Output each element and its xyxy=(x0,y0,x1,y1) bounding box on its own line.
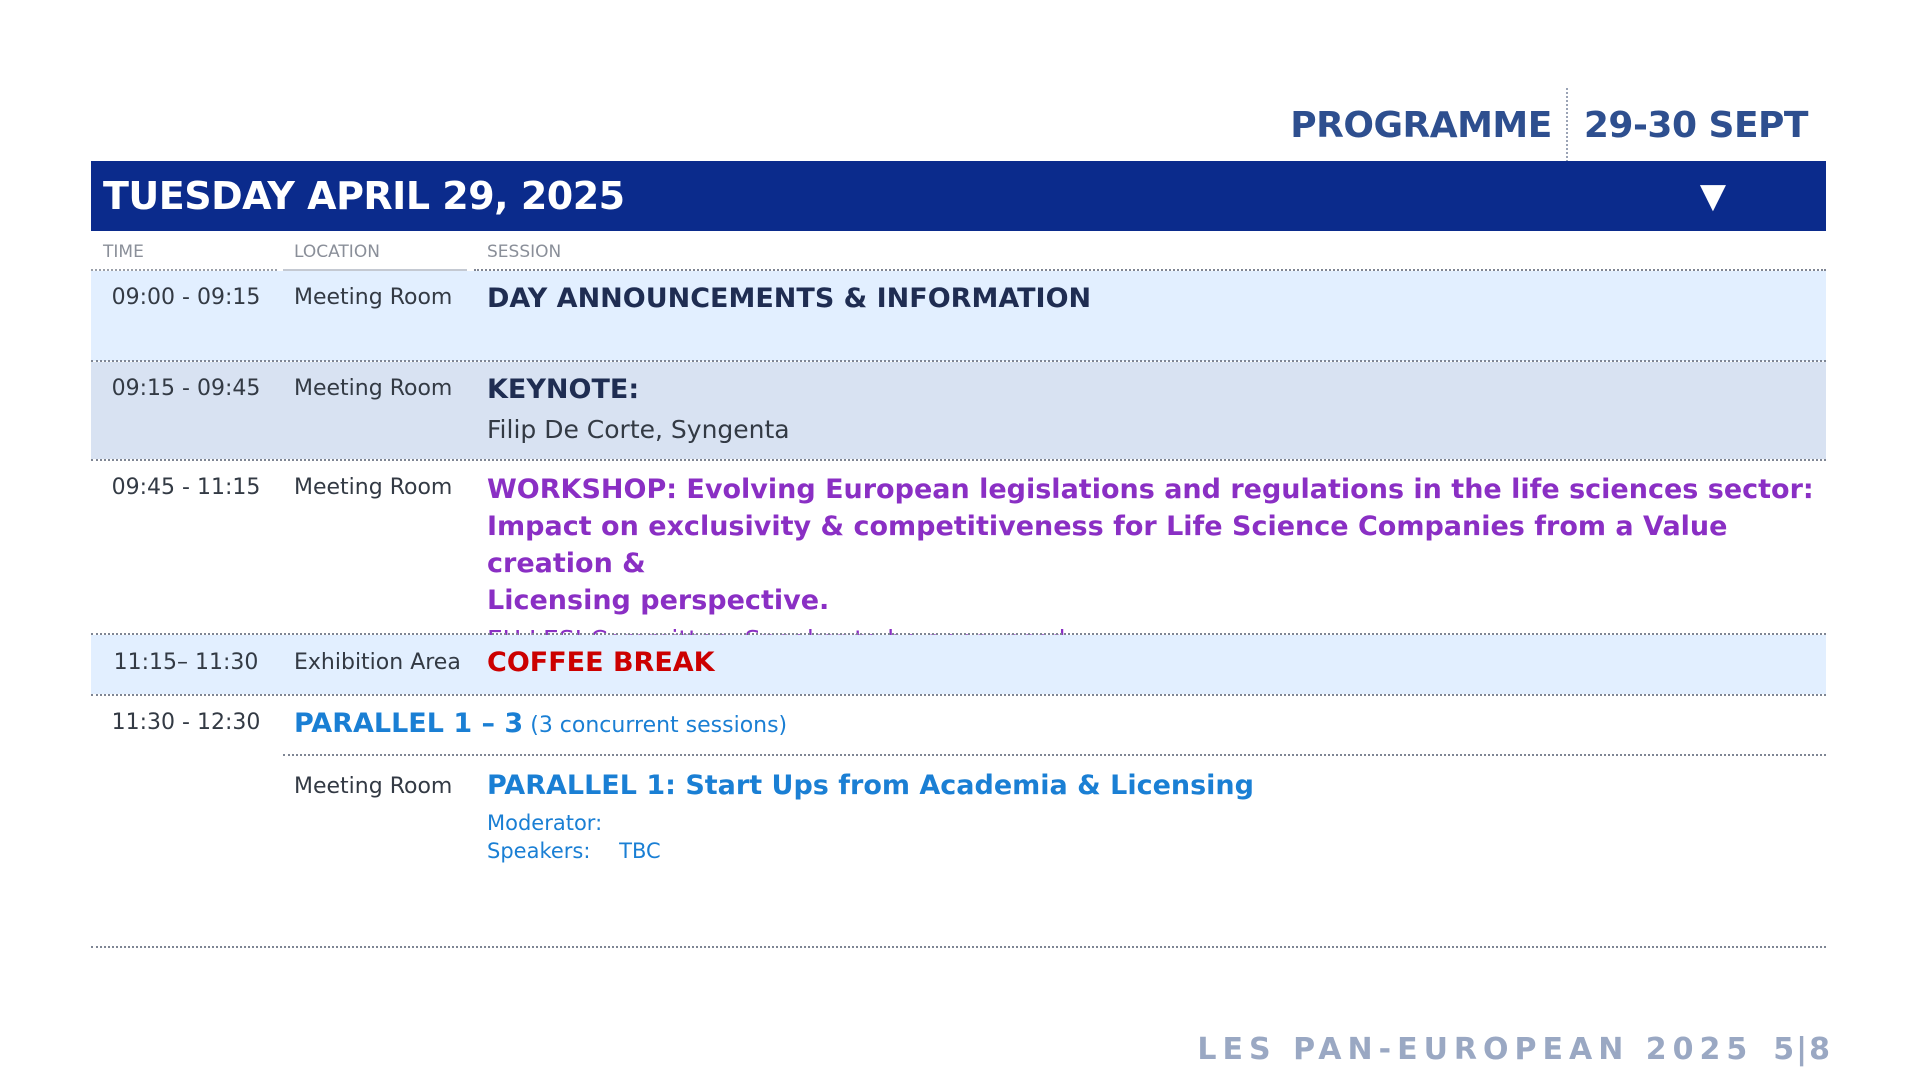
session-time: 11:15– 11:30 xyxy=(113,650,259,675)
speakers-line xyxy=(487,839,1814,863)
column-header-time: TIME xyxy=(103,242,144,262)
session-location: Meeting Room xyxy=(294,285,453,310)
session-location: Meeting Room xyxy=(294,774,453,799)
parallel-session-title: PARALLEL 1: Start Ups from Academia & Licensing xyxy=(487,770,1254,801)
coffee-break-title: COFFEE BREAK xyxy=(487,647,715,678)
session-location: Meeting Room xyxy=(294,475,453,500)
page-number: 5|8 xyxy=(1773,1032,1832,1067)
header-divider xyxy=(1566,88,1568,162)
programme-title: PROGRAMME xyxy=(1290,104,1552,146)
session-row xyxy=(91,461,1826,633)
session-location: Exhibition Area xyxy=(294,650,461,675)
divider xyxy=(91,946,1826,948)
column-header-location: LOCATION xyxy=(294,242,380,262)
footer xyxy=(1197,1032,1832,1067)
day-header-band[interactable] xyxy=(91,161,1826,231)
workshop-title-line: WORKSHOP: Evolving European legislations and regulations in the life sciences sector: xyxy=(487,474,1814,505)
day-title: TUESDAY APRIL 29, 2025 xyxy=(103,174,625,218)
session-location: Meeting Room xyxy=(294,376,453,401)
session-row xyxy=(91,635,1826,694)
footer-event: LES PAN-EUROPEAN 2025 xyxy=(1197,1032,1754,1067)
column-header-session: SESSION xyxy=(487,242,562,262)
programme-dates: 29-30 SEPT xyxy=(1583,104,1808,146)
session-title: DAY ANNOUNCEMENTS & INFORMATION xyxy=(487,283,1092,314)
session-time: 09:45 - 11:15 xyxy=(111,475,261,500)
column-headers xyxy=(91,238,1826,270)
session-row xyxy=(91,271,1826,361)
parallel-session-row xyxy=(91,756,1826,946)
speakers-label: Speakers: xyxy=(487,839,591,863)
session-time: 11:30 - 12:30 xyxy=(111,710,261,735)
moderator-label: Moderator: xyxy=(487,811,603,835)
session-speaker: Filip De Corte, Syngenta xyxy=(487,415,790,444)
parallel-row xyxy=(91,696,1826,752)
workshop-title-line: Impact on exclusivity & competitiveness for Life Science Companies from a Value creation & xyxy=(487,511,1728,579)
session-title: KEYNOTE: xyxy=(487,374,640,405)
session-time: 09:15 - 09:45 xyxy=(111,376,261,401)
speakers-value: TBC xyxy=(619,839,661,863)
session-time: 09:00 - 09:15 xyxy=(111,285,261,310)
parallel-note: (3 concurrent sessions) xyxy=(530,713,788,738)
session-row xyxy=(91,362,1826,459)
parallel-title: PARALLEL 1 – 3 xyxy=(294,708,524,739)
programme-header xyxy=(1290,88,1808,162)
workshop-title-line: Licensing perspective. xyxy=(487,585,830,616)
triangle-down-icon[interactable]: ▼ xyxy=(1699,176,1726,216)
